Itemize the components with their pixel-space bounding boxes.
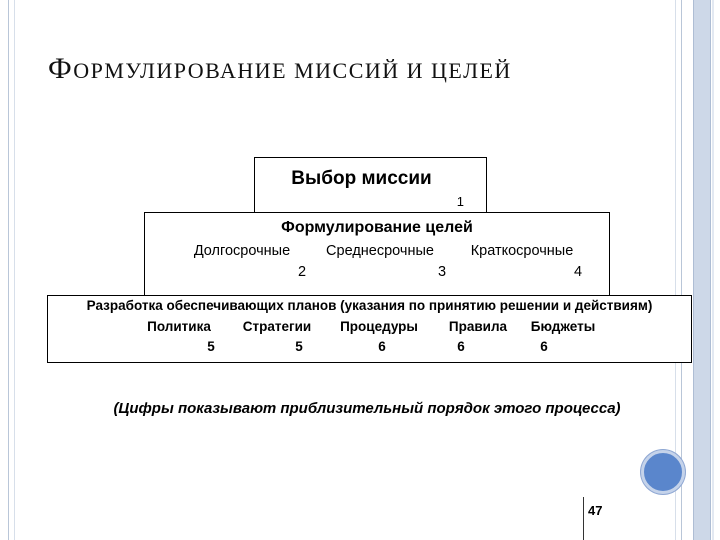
goals-box (144, 212, 610, 296)
goal-label-mid-term: Среднесрочные (326, 243, 434, 259)
mission-box-step: 1 (456, 194, 464, 209)
plan-step-rules: 6 (457, 339, 465, 354)
plan-label-rules: Правила (448, 319, 508, 334)
slide-title-initial: Ф (48, 52, 74, 85)
decorative-side-line (712, 0, 714, 540)
process-order-note: (Цифры показывают приблизительный порядок этого процесса) (113, 400, 621, 417)
goal-step-mid-term: 3 (437, 264, 447, 280)
goal-label-long-term: Долгосрочные (193, 243, 291, 259)
plans-box-title: Разработка обеспечивающих планов (указания по принятию решении и действиям) (86, 298, 653, 313)
goal-label-short-term: Краткосрочные (470, 243, 574, 259)
decorative-side-stripe (693, 0, 711, 540)
goal-step-long-term: 2 (297, 264, 307, 280)
plan-label-budgets: Бюджеты (530, 319, 596, 334)
page-number-divider (583, 497, 584, 540)
plan-step-policy: 5 (207, 339, 215, 354)
page-number: 47 (588, 503, 603, 518)
goal-step-short-term: 4 (573, 264, 583, 280)
mission-box (254, 157, 487, 215)
slide-title (48, 52, 512, 86)
plan-label-policy: Политика (147, 319, 211, 334)
plan-label-procedures: Процедуры (340, 319, 418, 334)
plans-box (47, 295, 692, 363)
slide-title-rest: ОРМУЛИРОВАНИЕ МИССИЙ И ЦЕЛЕЙ (73, 58, 512, 83)
decorative-circle (641, 450, 685, 494)
plan-label-strategies: Стратегии (242, 319, 312, 334)
plan-step-budgets: 6 (540, 339, 548, 354)
mission-box-title: Выбор миссии (291, 168, 432, 189)
plan-step-procedures: 6 (378, 339, 386, 354)
goals-box-title: Формулирование целей (281, 219, 473, 236)
plan-step-strategies: 5 (295, 339, 303, 354)
